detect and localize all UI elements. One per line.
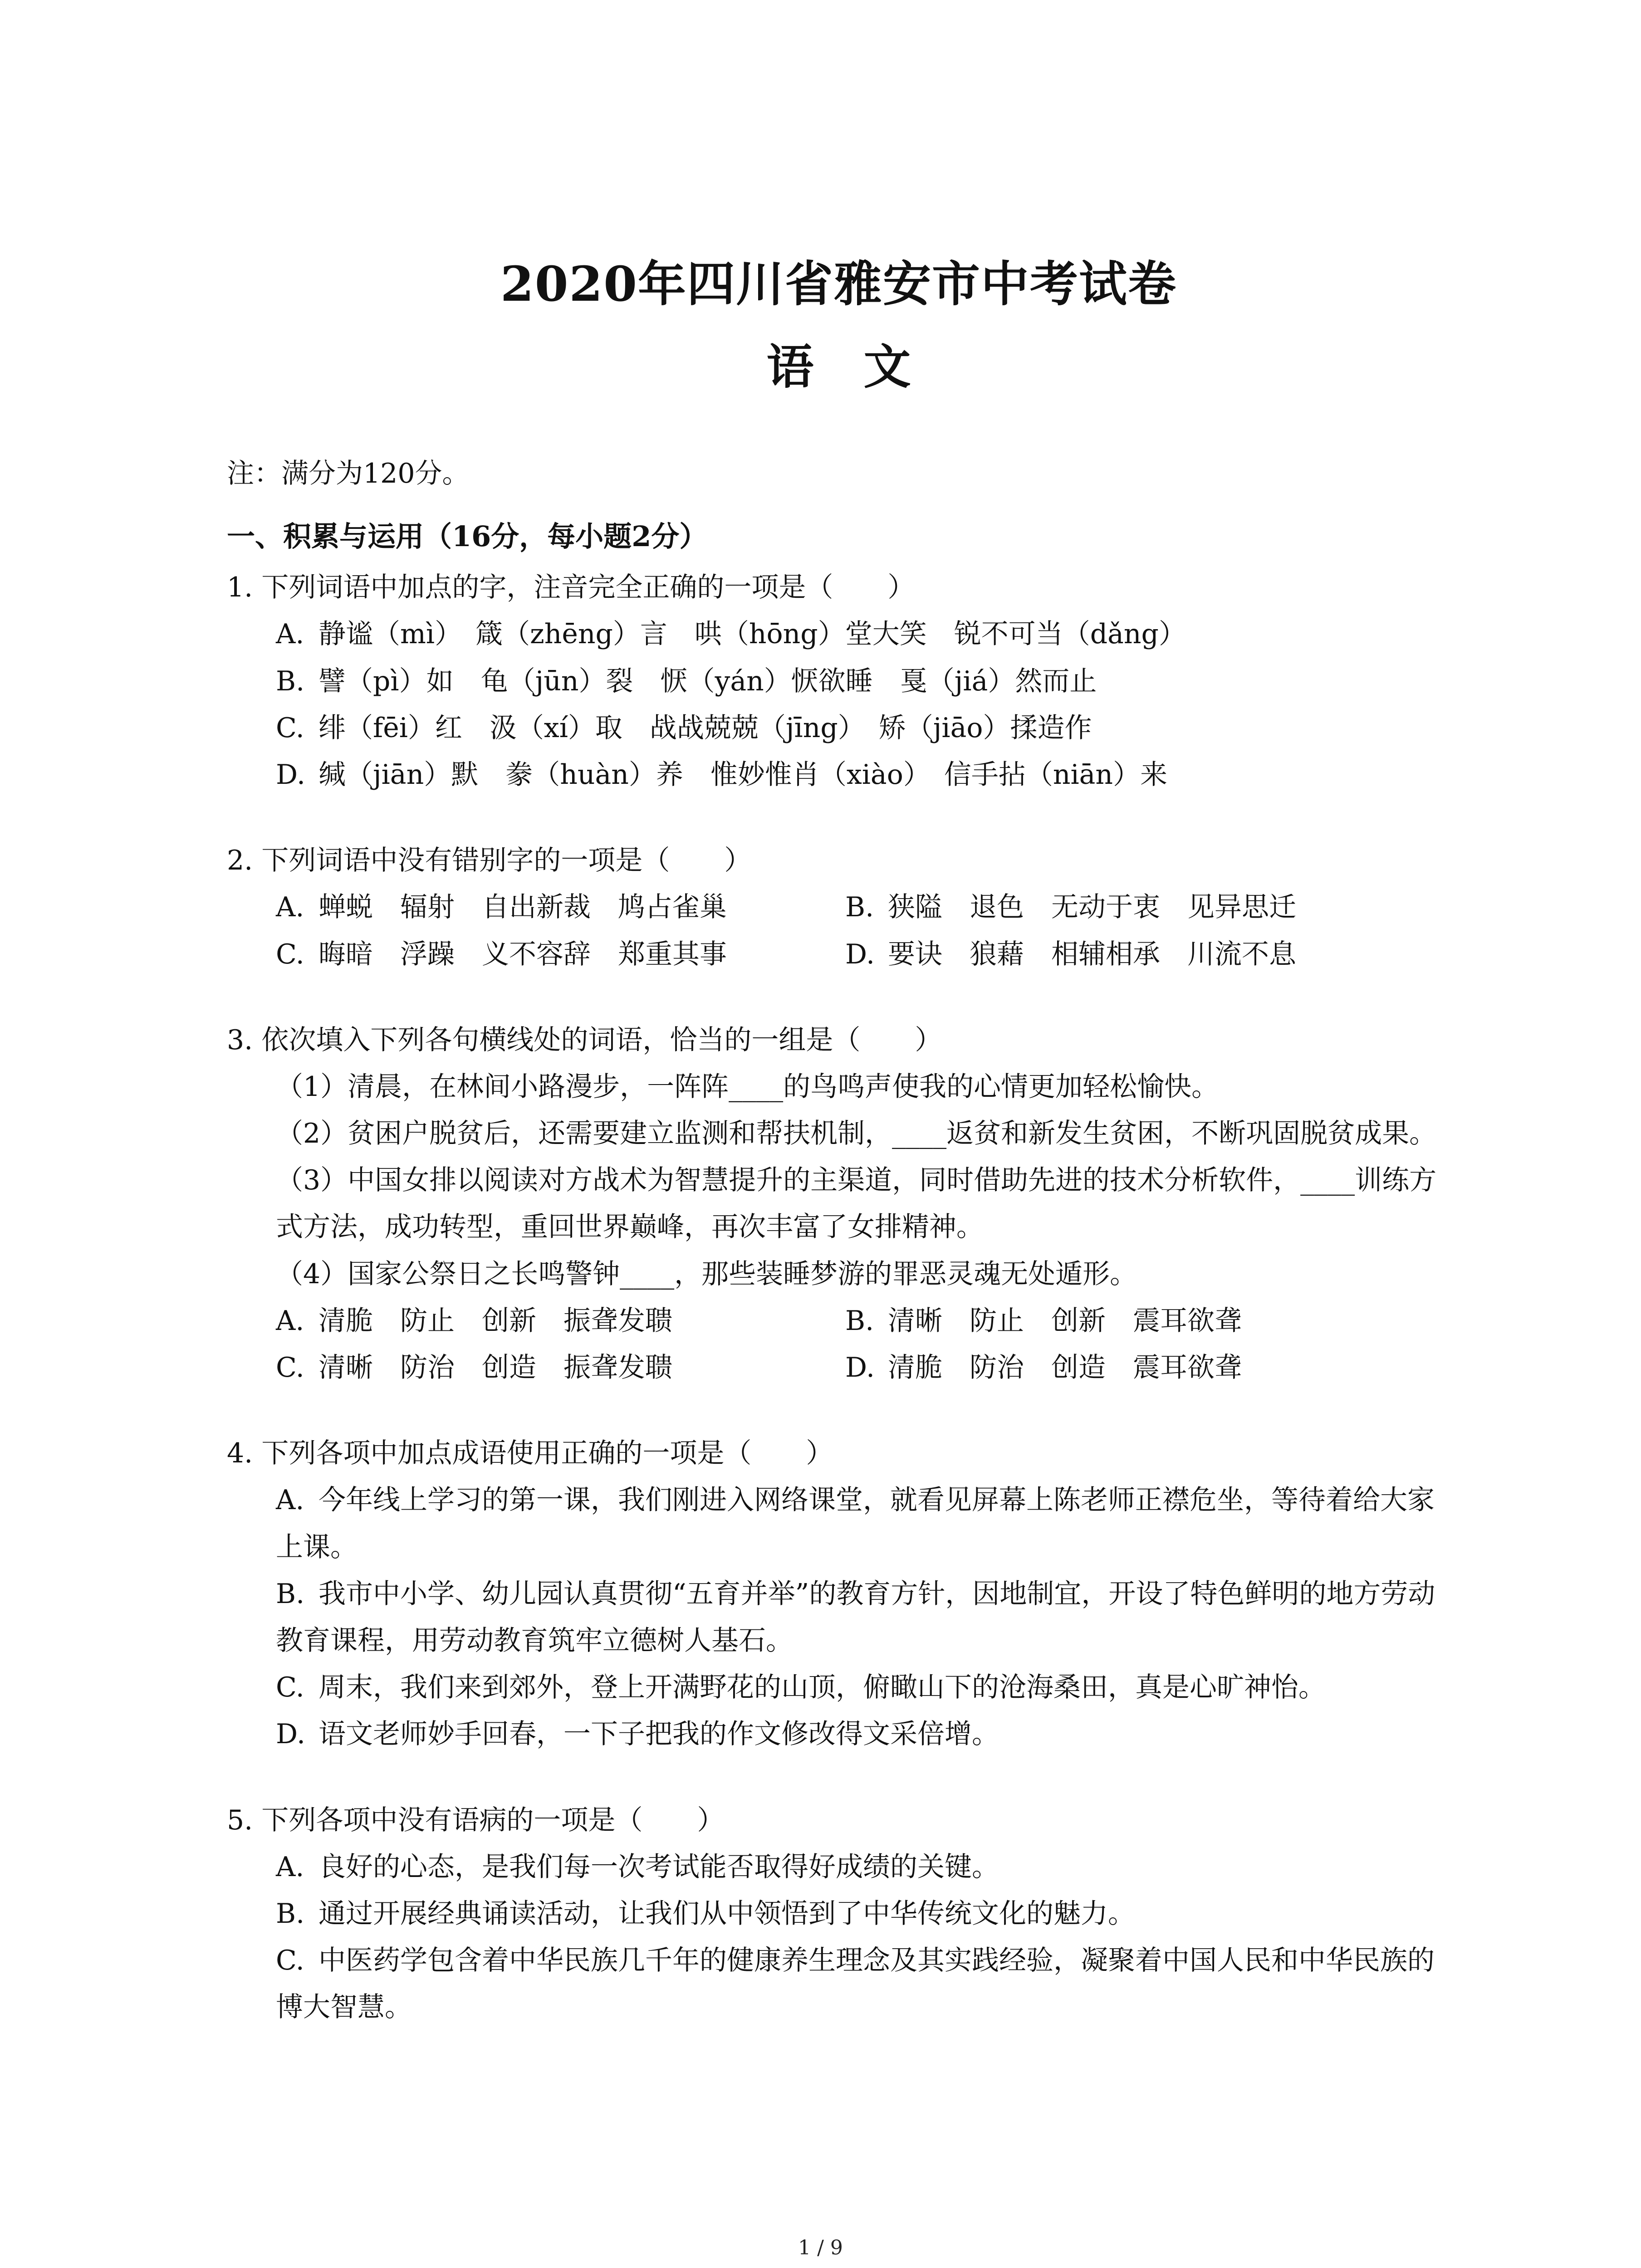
option-grid [227,1298,1450,1391]
option-d [227,752,1450,798]
option-label: A. [276,1484,304,1516]
option-label: A. [276,891,304,924]
section-title: 一、积累与运用（16分，每小题2分） [227,520,708,553]
option-text: 要诀 狼藉 相辅相承 川流不息 [888,938,1296,970]
option-label: A. [276,1851,304,1883]
sentence-4: （4）国家公祭日之长鸣警钟____，那些装睡梦游的罪恶灵魂无处遁形。 [276,1258,1137,1290]
option-text: 良好的心态，是我们每一次考试能否取得好成绩的关键。 [318,1851,999,1883]
score-note: 注：满分为120分。 [227,458,470,490]
option-b [227,1891,1450,1937]
option-text: 静谧（mì） 箴（zhēng）言 哄（hōng）堂大笑 锐不可当（dǎng） [318,618,1186,650]
option-b [227,658,1450,705]
option-label: C. [276,938,304,970]
option-text: 清脆 防治 创造 震耳欲聋 [888,1352,1242,1383]
option-c [227,705,1450,752]
option-label: C. [276,712,304,744]
option-text: 蝉蜕 辐射 自出新裁 鸠占雀巢 [318,891,727,924]
option-text: 晦暗 浮躁 义不容辞 郑重其事 [318,938,727,970]
option-label: B. [276,1897,305,1930]
sentence-3: （3）中国女排以阅读对方战术为智慧提升的主渠道，同时借助先进的技术分析软件，____训练方式方法，成功转型，重回世界巅峰，再次丰富了女排精神。 [276,1164,1437,1243]
sentence-2: （2）贫困户脱贫后，还需要建立监测和帮扶机制，____返贫和新发生贫困，不断巩固脱贫成果。 [276,1118,1437,1150]
option-a [276,1298,845,1344]
option-label: C. [276,1352,304,1383]
option-label: B. [276,665,305,697]
option-grid [227,884,1450,978]
question-stem: 2. 下列词语中没有错别字的一项是（ ） [227,845,752,877]
option-text: 今年线上学习的第一课，我们刚进入网络课堂，就看见屏幕上陈老师正襟危坐，等待着给大家上课。 [276,1484,1435,1563]
option-c [276,931,845,978]
option-label: A. [276,618,304,650]
option-text: 绯（fēi）红 汲（xí）取 战战兢兢（jīng） 矫（jiāo）揉造作 [318,712,1092,744]
option-label: B. [845,891,874,924]
question-stem: 3. 依次填入下列各句横线处的词语，恰当的一组是（ ） [227,1024,942,1056]
option-label: D. [845,1352,875,1383]
option-b [845,884,1390,931]
document-title: 2020年四川省雅安市中考试卷 [500,255,1177,312]
option-a [227,611,1450,658]
option-label: C. [276,1672,304,1704]
option-text: 中医药学包含着中华民族几千年的健康养生理念及其实践经验，凝聚着中国人民和中华民族的博大智慧。 [276,1945,1435,2024]
option-label: D. [845,938,875,970]
question-stem: 4. 下列各项中加点成语使用正确的一项是（ ） [227,1437,833,1470]
option-label: B. [845,1305,874,1337]
question-5 [227,1797,1450,2031]
option-label: C. [276,1945,304,1977]
question-stem: 1. 下列词语中加点的字，注音完全正确的一项是（ ） [227,572,915,604]
question-4 [227,1430,1450,1758]
option-label: D. [276,1718,306,1750]
option-a [227,1477,1450,1570]
option-d [845,1344,1390,1391]
question-1 [227,564,1450,798]
option-label: D. [276,758,306,791]
option-text: 清晰 防治 创造 振聋发聩 [318,1352,672,1383]
option-c [227,1937,1450,2031]
option-b [845,1298,1390,1344]
option-c [276,1344,845,1391]
question-stem: 5. 下列各项中没有语病的一项是（ ） [227,1804,725,1836]
option-d [227,1711,1450,1758]
option-d [845,931,1390,978]
question-3 [227,1017,1450,1392]
option-c [227,1664,1450,1711]
option-text: 缄（jiān）默 豢（huàn）养 惟妙惟肖（xiào） 信手拈（niān）来 [318,758,1168,791]
option-text: 周末，我们来到郊外，登上开满野花的山顶，俯瞰山下的沧海桑田，真是心旷神怡。 [318,1672,1326,1704]
option-text: 狭隘 退色 无动于衷 见异思迁 [888,891,1296,924]
option-label: B. [276,1578,305,1610]
question-2 [227,837,1450,978]
option-text: 清脆 防止 创新 振聋发聩 [318,1305,672,1337]
option-text: 我市中小学、幼儿园认真贯彻“五育并举”的教育方针，因地制宜，开设了特色鲜明的地方劳动教育课程，用劳动教育筑牢立德树人基石。 [276,1578,1435,1657]
page-number: 1 / 9 [798,2236,843,2259]
option-text: 清晰 防止 创新 震耳欲聋 [888,1305,1242,1337]
document-subtitle: 语文 [766,338,961,395]
option-text: 语文老师妙手回春，一下子把我的作文修改得文采倍增。 [318,1718,999,1750]
option-a [227,1844,1450,1891]
sentence-1: （1）清晨，在林间小路漫步，一阵阵____的鸟鸣声使我的心情更加轻松愉快。 [276,1070,1219,1103]
option-text: 通过开展经典诵读活动，让我们从中领悟到了中华传统文化的魅力。 [318,1897,1135,1930]
option-a [276,884,845,931]
option-text: 譬（pì）如 龟（jūn）裂 恹（yán）恹欲睡 戛（jiá）然而止 [318,665,1097,697]
option-b [227,1571,1450,1664]
option-label: A. [276,1305,304,1337]
